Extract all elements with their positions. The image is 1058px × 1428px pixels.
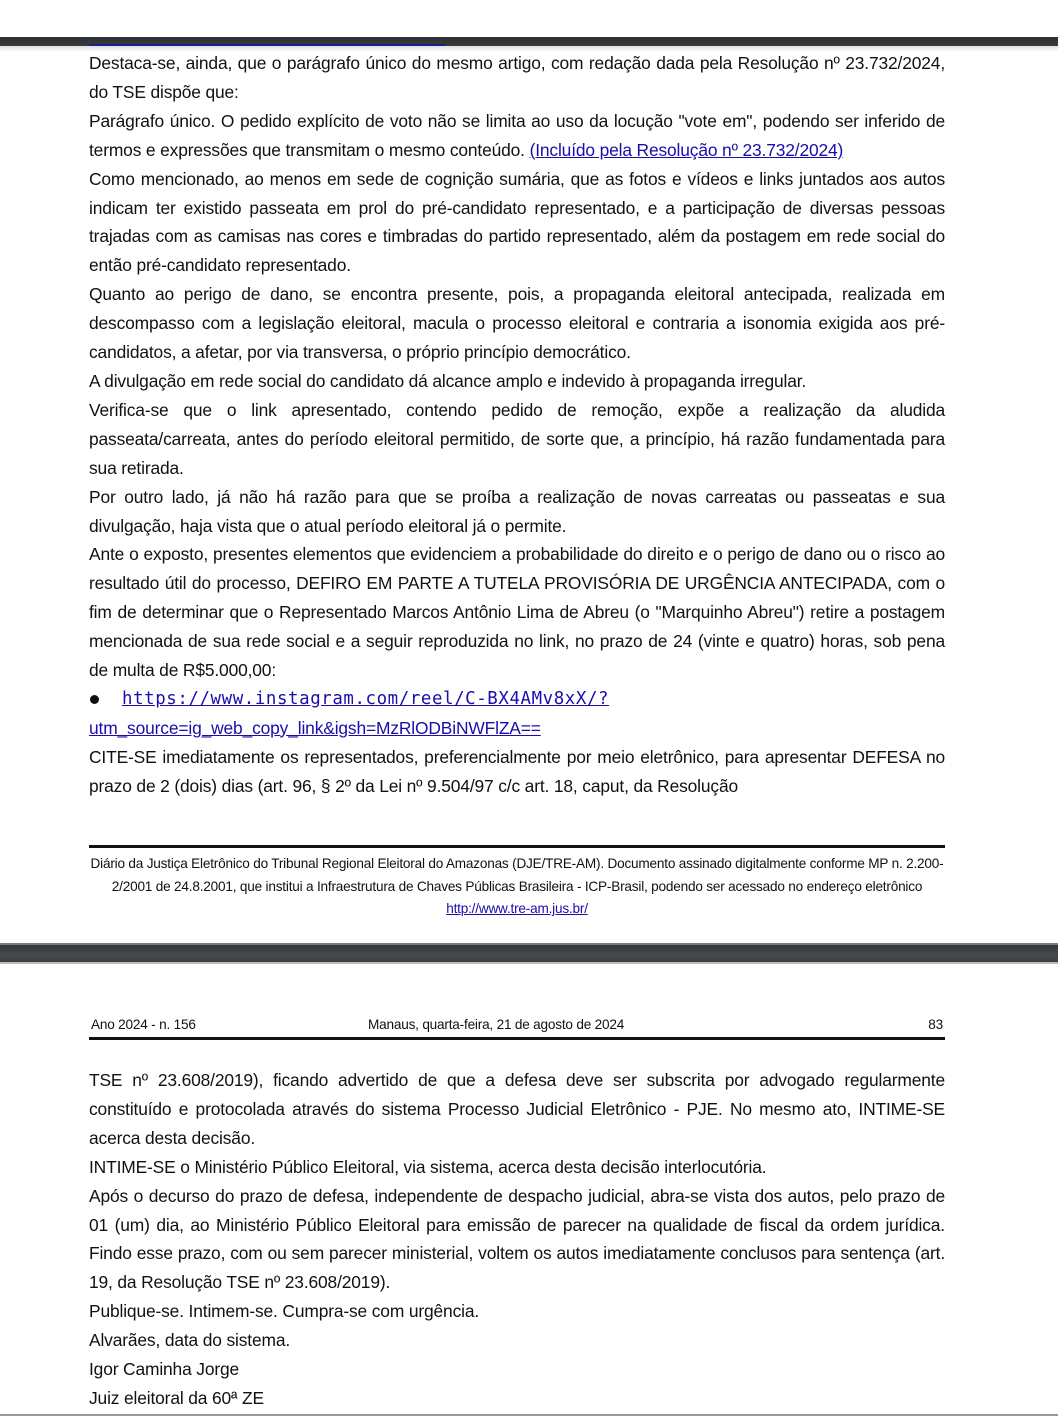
page-footer	[89, 853, 945, 921]
bullet-icon	[90, 695, 99, 704]
paragraph: A divulgação em rede social do candidato dá alcance amplo e indevido à propaganda irregular.	[89, 370, 807, 391]
page-2-body-viewport	[89, 1066, 945, 1414]
viewer-background-bottom	[0, 1416, 1058, 1428]
paragraph-decision: Ante o exposto, presentes elementos que evidenciem a probabilidade do direito e o perigo de dano ou o risco ao resultado útil do processo, DEFIRO EM PARTE A TUTELA PROVISÓRIA DE URGÊNCIA ANTECIPADA, com o fim de determinar que o Representado Marcos Antônio Lima de Abreu (o "Marquinho Abreu") retire a postagem mencionada de sua rede social e a seguir reproduzida no link, no prazo de 24 (vinte e quatro) horas, sob pena de multa de R$5.000,00:	[89, 544, 945, 681]
page-1-body	[89, 49, 945, 801]
page-header	[89, 1015, 945, 1037]
signer-name: Igor Caminha Jorge	[89, 1359, 240, 1380]
footer-text: Diário da Justiça Eletrônico do Tribunal Regional Eleitoral do Amazonas (DJE/TRE-AM). Documento assinado digitalmente conforme MP n. 2.200-2/2001 de 24.8.2001, que institui a Infraestrutura de Chaves Públicas Brasileira - ICP-Brasil, podendo ser acessado no endereço eletrônico	[90, 856, 944, 894]
page-number: 83	[928, 1017, 943, 1032]
paragraph-quoted-rule	[89, 107, 945, 165]
instagram-link-continuation-row	[89, 714, 945, 743]
paragraph: Publique-se. Intimem-se. Cumpra-se com urgência.	[89, 1301, 480, 1322]
footer-rule	[89, 845, 945, 848]
bullet-list-item	[89, 685, 945, 714]
paragraph: Alvarães, data do sistema.	[89, 1330, 291, 1351]
issue-number: Ano 2024 - n. 156	[91, 1017, 196, 1032]
signer-title: Juiz eleitoral da 60ª ZE	[89, 1387, 264, 1408]
instagram-link[interactable]: https://www.instagram.com/reel/C-BX4AMv8xX/?	[122, 688, 610, 709]
paragraph: Como mencionado, ao menos em sede de cognição sumária, que as fotos e vídeos e links juntados aos autos indicam ter existido passeata em prol do pré-candidato representado, e a participação de diversas pessoas trajadas com as camisas nas cores e timbradas do partido representado, além da postagem em rede social do então pré-candidato representado.	[89, 168, 945, 276]
paragraph: INTIME-SE o Ministério Público Eleitoral, via sistema, acerca desta decisão interlocutória.	[89, 1156, 767, 1177]
page-2-body	[89, 1066, 945, 1413]
quoted-rule-text: Parágrafo único. O pedido explícito de voto não se limita ao uso da locução "vote em", podendo ser inferido de termos e expressões que transmitam o mesmo conteúdo.	[89, 110, 945, 160]
header-rule	[89, 1037, 945, 1040]
paragraph: TSE nº 23.608/2019), ficando advertido de que a defesa deve ser subscrita por advogado regularmente constituído e protocolada através do sistema Processo Judicial Eletrônico - PJE. No mesmo ato, INTIME-SE acerca desta decisão.	[89, 1070, 945, 1148]
paragraph: Destaca-se, ainda, que o parágrafo único do mesmo artigo, com redação dada pela Resolução nº 23.732/2024, do TSE dispõe que:	[89, 53, 945, 102]
paragraph: Após o decurso do prazo de defesa, independente de despacho judicial, abra-se vista dos autos, pelo prazo de 01 (um) dia, ao Ministério Público Eleitoral para emissão de parecer na qualidade de fiscal da ordem jurídica. Findo esse prazo, com ou sem parecer ministerial, voltem os autos imediatamente conclusos para sentença (art. 19, da Resolução TSE nº 23.608/2019).	[89, 1185, 945, 1293]
page-separator-bar	[0, 943, 1058, 962]
paragraph: Verifica-se que o link apresentado, contendo pedido de remoção, expõe a realização da aludida passeata/carreata, antes do período eleitoral permitido, de sorte que, a princípio, há razão fundamentada para sua retirada.	[89, 399, 945, 478]
paragraph-cite: CITE-SE imediatamente os representados, preferencialmente por meio eletrônico, para apresentar DEFESA no prazo de 2 (dois) dias (art. 96, § 2º da Lei nº 9.504/97 c/c art. 18, caput, da Resolução	[89, 746, 945, 796]
resolution-link[interactable]: (Incluído pela Resolução nº 23.732/2024)	[529, 139, 844, 160]
paragraph: Por outro lado, já não há razão para que se proíba a realização de novas carreatas ou passeatas e sua divulgação, haja vista que o atual período eleitoral já o permite.	[89, 486, 945, 536]
viewer-background-top	[0, 0, 1058, 38]
issue-date: Manaus, quarta-feira, 21 de agosto de 2024	[368, 1017, 625, 1032]
instagram-link-continuation[interactable]: utm_source=ig_web_copy_link&igsh=MzRlODBiNWFlZA==	[89, 717, 541, 738]
paragraph: Quanto ao perigo de dano, se encontra presente, pois, a propaganda eleitoral antecipada, realizada em descompasso com a legislação eleitoral, macula o processo eleitoral e contraria a isonomia exigida aos pré-candidatos, a afetar, por via transversa, o próprio princípio democrático.	[89, 284, 945, 363]
tre-am-website-link[interactable]: http://www.tre-am.jus.br/	[446, 901, 588, 916]
